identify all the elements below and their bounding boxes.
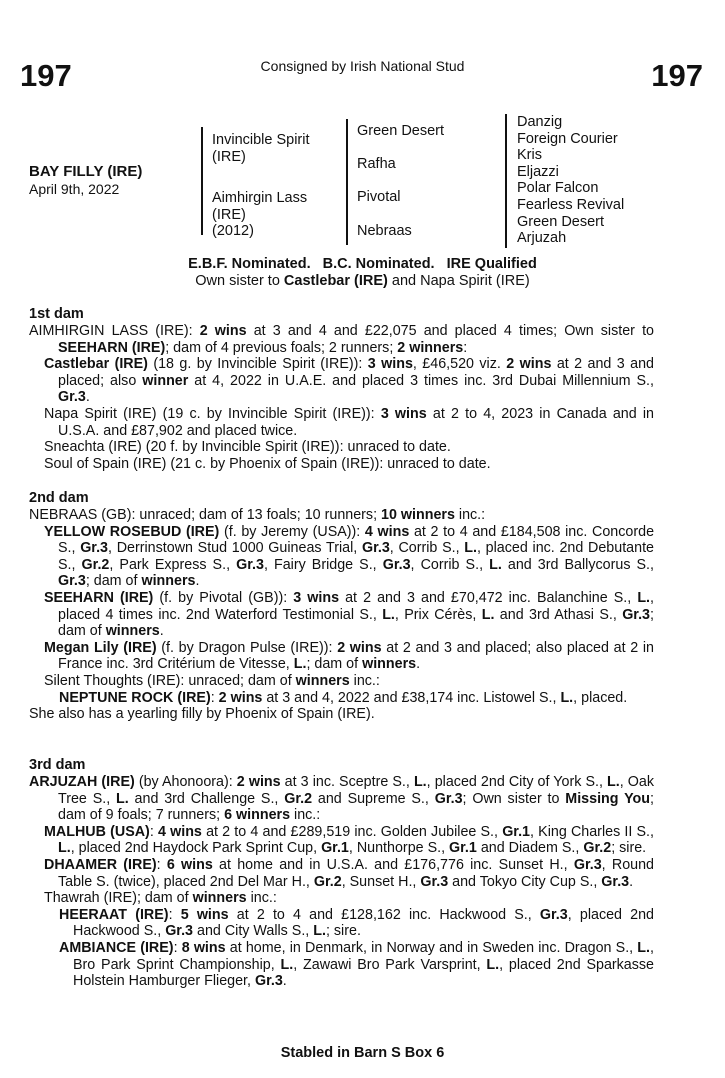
pedigree-granddam-1: Rafha <box>357 156 396 172</box>
consignor: Consigned by Irish National Stud <box>260 58 465 74</box>
pedigree-great-grandparents: Danzig Foreign Courier Kris Eljazzi Polar Falcon Fearless Revival Green Desert Arjuzah <box>517 114 625 247</box>
lot-number-right: 197 <box>651 58 703 93</box>
pedigree-sire: Invincible Spirit (IRE) <box>212 132 310 165</box>
sibling-note: Own sister to Castlebar (IRE) and Napa Spirit (IRE) <box>195 273 530 289</box>
pedigree-grandsire-1: Green Desert <box>357 123 445 139</box>
pedigree-line-2 <box>346 119 348 245</box>
first-dam-text: AIMHIRGIN LASS (IRE): 2 wins at 3 and 4 and £22,075 and placed 4 times; Own sister to SEEHARN (IRE); dam of 4 previous foals; 2 runners; 2 winners: Castlebar (IRE) (18 g. by Invincible Spirit (IRE)): 3 wins, £46,520 viz. 2 wins at 2 and 3 and placed; also winner at 4, 2022 in U.A.E. and placed 3 times inc. 3rd Dubai Millennium S., Gr.3. Napa Spirit (IRE) (19 c. by Invincible Spirit (IRE)): 3 wins at 2 to 4, 2023 in Canada and in U.S.A. and £87,902 and placed twice. Sneachta (IRE) (20 f. by Invincible Spirit (IRE)): unraced to date. Soul of Spain (IRE) (21 c. by Phoenix of Spain (IRE)): unraced to date. <box>29 323 654 472</box>
horse-foaled: April 9th, 2022 <box>29 181 120 197</box>
horse-sex: BAY FILLY (IRE) <box>29 163 143 180</box>
third-dam-text: ARJUZAH (IRE) (by Ahonoora): 2 wins at 3 inc. Sceptre S., L., placed 2nd City of York S., L., Oak Tree S., L. and 3rd Challenge S., Gr.2 and Supreme S., Gr.3; Own sister to Missing You; dam of 9 foals; 7 runners; 6 winners inc.: MALHUB (USA): 4 wins at 2 to 4 and £289,519 inc. Golden Jubilee S., Gr.1, King Charles II S., L., placed 2nd Haydock Park Sprint Cup, Gr.1, Nunthorpe S., Gr.1 and Diadem S., Gr.2; sire. DHAAMER (IRE): 6 wins at home and in U.S.A. and £176,776 inc. Sunset H., Gr.3, Round Table S. (twice), placed 2nd Del Mar H., Gr.2, Sunset H., Gr.3 and Tokyo City Cup S., Gr.3. Thawrah (IRE); dam of winners inc.: HEERAAT (IRE): 5 wins at 2 to 4 and £128,162 inc. Hackwood S., Gr.3, placed 2nd Hackwood S., Gr.3 and City Walls S., L.; sire. AMBIANCE (IRE): 8 wins at home, in Denmark, in Norway and in Sweden inc. Dragon S., L., Bro Park Sprint Championship, L., Zawawi Bro Park Varsprint, L., placed 2nd Sparkasse Holstein Hamburger Flieger, Gr.3. <box>29 774 655 990</box>
pedigree-grandsire-2: Pivotal <box>357 189 401 205</box>
pedigree-line-1 <box>201 127 203 235</box>
nomination-notices: E.B.F. Nominated. B.C. Nominated. IRE Qualified <box>188 256 537 272</box>
second-dam-heading: 2nd dam <box>29 490 89 506</box>
pedigree-dam: Aimhirgin Lass (IRE) (2012) <box>212 190 308 239</box>
third-dam-heading: 3rd dam <box>29 757 86 773</box>
first-dam-heading: 1st dam <box>29 306 84 322</box>
second-dam-text: NEBRAAS (GB): unraced; dam of 13 foals; 10 runners; 10 winners inc.: YELLOW ROSEBUD (IRE) (f. by Jeremy (USA)): 4 wins at 2 to 4 and £184,508 inc. Concorde S., Gr.3, Derrinstown Stud 1000 Guineas Trial, Gr.3, Corrib S., L., placed inc. 2nd Debutante S., Gr.2, Park Express S., Gr.3, Fairy Bridge S., Gr.3, Corrib S., L. and 3rd Ballycorus S., Gr.3; dam of winners. SEEHARN (IRE) (f. by Pivotal (GB)): 3 wins at 2 and 3 and £70,472 inc. Balanchine S., L., placed 4 times inc. 2nd Waterford Testimonial S., L., Prix Cérès, L. and 3rd Athasi S., Gr.3; dam of winners. Megan Lily (IRE) (f. by Dragon Pulse (IRE)): 2 wins at 2 and 3 and placed; also placed at 2 in France inc. 3rd Critérium de Vitesse, L.; dam of winners. Silent Thoughts (IRE): unraced; dam of winners inc.: NEPTUNE ROCK (IRE): 2 wins at 3 and 4, 2022 and £38,174 inc. Listowel S., L., placed. She also has a yearling filly by Phoenix of Spain (IRE). <box>29 507 655 723</box>
lot-number-left: 197 <box>20 58 72 93</box>
pedigree-granddam-2: Nebraas <box>357 223 412 239</box>
pedigree-line-3 <box>505 114 507 248</box>
stabling-info: Stabled in Barn S Box 6 <box>280 1045 445 1061</box>
